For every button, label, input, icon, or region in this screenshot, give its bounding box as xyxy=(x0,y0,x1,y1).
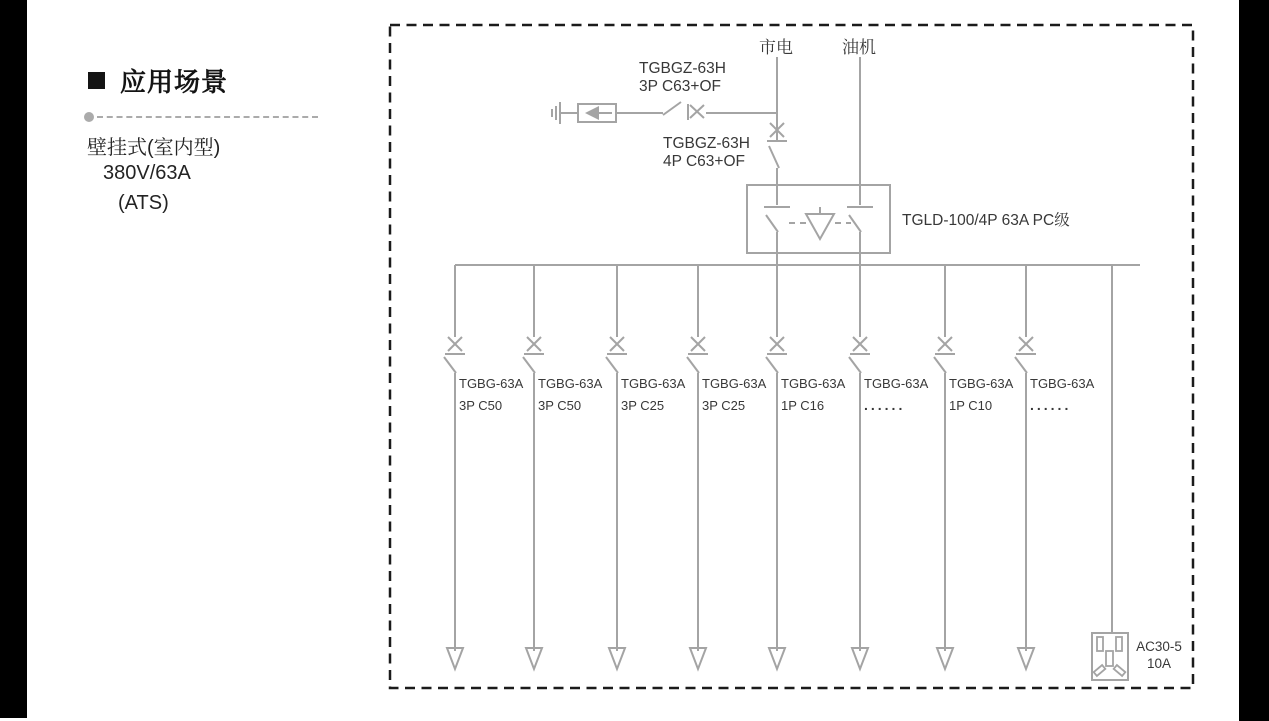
spd-arrow-icon xyxy=(585,106,599,120)
branch-spec: 1P C16 xyxy=(781,398,825,413)
branch-model: TGBG-63A xyxy=(864,376,929,391)
spec-line-ats: (ATS) xyxy=(118,192,169,214)
socket-branch xyxy=(1092,265,1128,680)
branch-model: TGBG-63A xyxy=(1030,376,1095,391)
branch-label-3 xyxy=(621,377,685,413)
source-lines xyxy=(777,57,860,205)
mains-breaker-symbol xyxy=(767,123,787,168)
branch-spec: 3P C25 xyxy=(621,398,665,413)
spd-branch xyxy=(552,102,777,124)
branch-spec: 3P C25 xyxy=(702,398,746,413)
socket-slots xyxy=(1094,637,1126,676)
branch-label-1 xyxy=(459,377,523,413)
ats-label: TGLD-100/4P 63A PC级 xyxy=(902,212,1070,229)
branch-breakers xyxy=(444,265,1036,669)
branch-spec: 3P C50 xyxy=(459,398,503,413)
branch-label-4 xyxy=(702,377,766,413)
branch-label-2 xyxy=(538,377,602,413)
main-breaker-spec: 4P C63+OF xyxy=(663,153,745,170)
branch-label-7 xyxy=(949,377,1013,413)
branch-spec-dots: ...... xyxy=(864,397,906,413)
spd-breaker-label xyxy=(639,60,726,96)
mains-source-label: 市电 xyxy=(759,38,793,57)
branch-label-8 xyxy=(1030,377,1094,412)
spd-breaker-spec: 3P C63+OF xyxy=(639,78,721,95)
diagram-border xyxy=(390,25,1193,688)
spd-breaker-model: TGBGZ-63H xyxy=(639,60,726,77)
socket-model: AC30-5 xyxy=(1136,639,1182,654)
branch-model: TGBG-63A xyxy=(949,376,1014,391)
branch-label-6 xyxy=(864,377,928,412)
branch-model: TGBG-63A xyxy=(621,376,686,391)
generator-source-label: 油机 xyxy=(842,38,876,57)
load-arrow-icon xyxy=(690,648,706,669)
load-arrow-icon xyxy=(937,648,953,669)
branch-spec-dots: ...... xyxy=(1030,397,1072,413)
section-heading-text: 应用场景 xyxy=(120,67,229,97)
branch-model: TGBG-63A xyxy=(702,376,767,391)
load-arrow-icon xyxy=(852,648,868,669)
load-arrow-icon xyxy=(769,648,785,669)
branch-model: TGBG-63A xyxy=(781,376,846,391)
spec-line-rating: 380V/63A xyxy=(103,162,191,184)
socket-rating: 10A xyxy=(1146,656,1172,671)
main-breaker-model: TGBGZ-63H xyxy=(663,135,750,152)
ats-mechanism-icon xyxy=(806,214,834,239)
load-arrow-icon xyxy=(1018,648,1034,669)
spec-line-mounting: 壁挂式(室内型) xyxy=(87,137,221,159)
ats-box xyxy=(747,185,890,265)
branch-model: TGBG-63A xyxy=(459,376,524,391)
load-arrow-icon xyxy=(526,648,542,669)
load-arrow-icon xyxy=(447,648,463,669)
branch-spec: 1P C10 xyxy=(949,398,993,413)
main-breaker-label xyxy=(663,135,750,171)
branch-model: TGBG-63A xyxy=(538,376,603,391)
socket-label xyxy=(1130,638,1188,672)
branch-spec: 3P C50 xyxy=(538,398,582,413)
load-arrow-icon xyxy=(609,648,625,669)
branch-label-5 xyxy=(781,377,845,413)
